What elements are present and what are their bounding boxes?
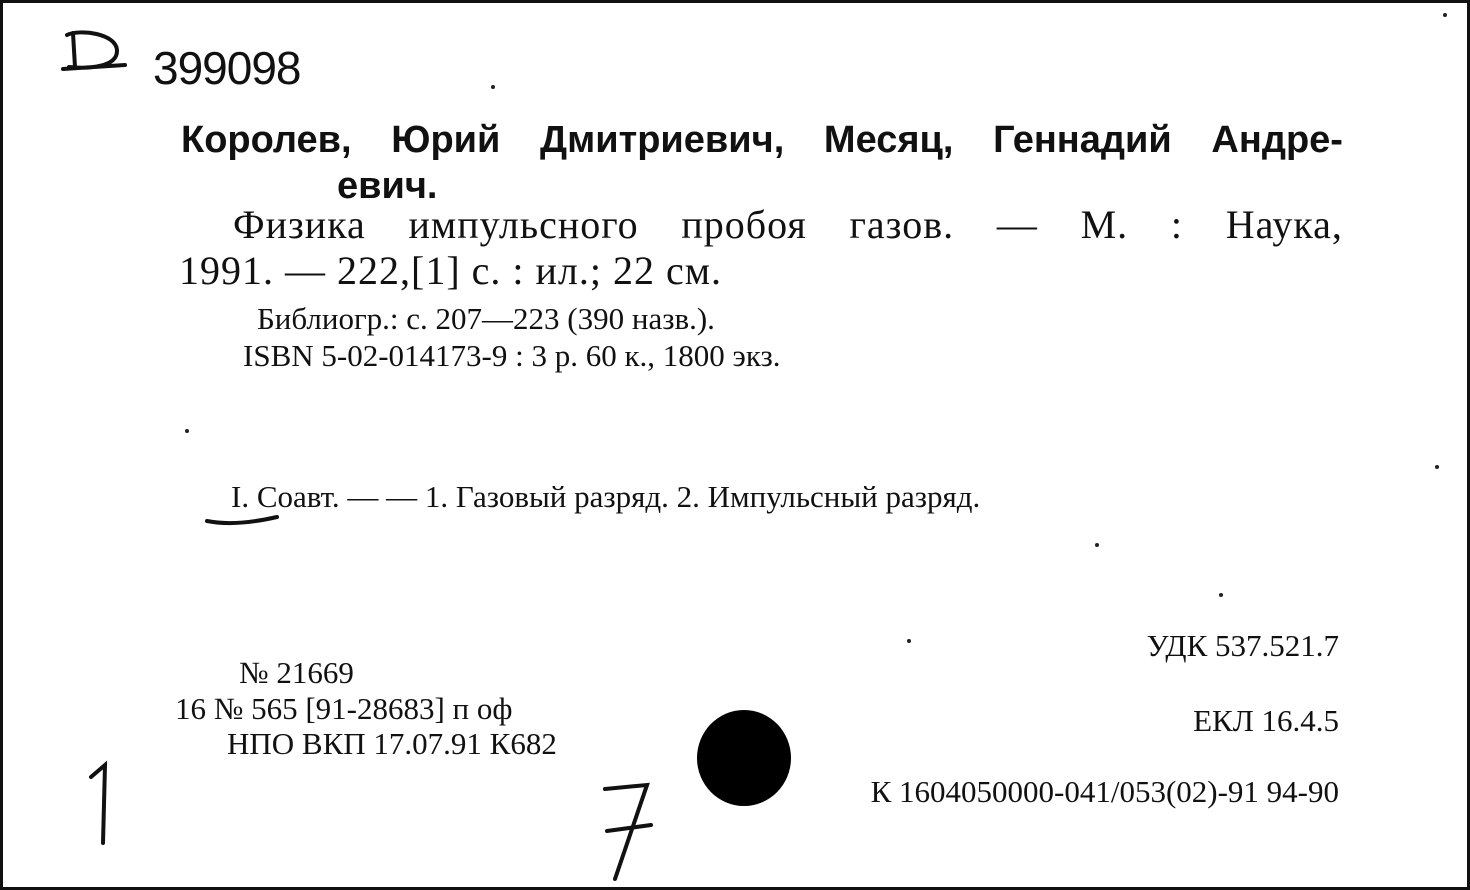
ekl-code: ЕКЛ 16.4.5 <box>1193 703 1339 738</box>
title-word: Наука, <box>1225 202 1343 247</box>
handwritten-mark-left <box>83 759 123 849</box>
speck <box>907 639 911 643</box>
imprint-line: 1991. — 222,[1] с. : ил.; 22 см. <box>179 248 723 293</box>
title-line <box>233 201 1343 248</box>
card-number: 399098 <box>153 42 301 94</box>
handwritten-underline <box>203 511 283 527</box>
handwritten-mark-center <box>593 775 663 885</box>
classification-code: К 1604050000-041/053(02)-91 94-90 <box>870 774 1339 809</box>
title-word: — <box>996 202 1038 247</box>
isbn-line: ISBN 5-02-014173-9 : 3 р. 60 к., 1800 экз. <box>243 338 781 373</box>
title-word: Физика <box>233 202 366 247</box>
bibliography-note: Библиогр.: с. 207—223 (390 назв.). <box>257 301 715 336</box>
speck <box>1219 593 1223 597</box>
handwritten-letter <box>59 27 129 77</box>
tracings: I. Соавт. — — 1. Газовый разряд. 2. Импульсный разряд. <box>231 479 981 514</box>
publisher-line: НПО ВКП 17.07.91 К682 <box>227 726 557 761</box>
speck <box>185 429 189 433</box>
title-word: пробоя <box>681 202 807 247</box>
author-heading <box>181 119 1343 162</box>
author-word: Месяц, <box>823 119 954 161</box>
speck <box>491 85 495 89</box>
punch-hole <box>697 710 791 806</box>
record-number: № 21669 <box>239 655 354 690</box>
udc-code: УДК 537.521.7 <box>1146 628 1339 663</box>
order-line: 16 № 565 [91-28683] п оф <box>175 691 513 726</box>
speck <box>1435 465 1439 469</box>
author-continuation: евич. <box>337 165 438 207</box>
speck <box>1443 13 1447 17</box>
author-word: Геннадий <box>993 119 1172 161</box>
author-word: Королев, <box>181 119 352 161</box>
author-word: Андре- <box>1211 119 1343 161</box>
speck <box>1095 543 1099 547</box>
title-word: М. <box>1080 202 1129 247</box>
title-word: : <box>1170 202 1183 247</box>
author-word: Дмитриевич, <box>540 119 785 161</box>
title-word: импульсного <box>408 202 639 247</box>
title-word: газов. <box>849 202 955 247</box>
author-word: Юрий <box>391 119 501 161</box>
